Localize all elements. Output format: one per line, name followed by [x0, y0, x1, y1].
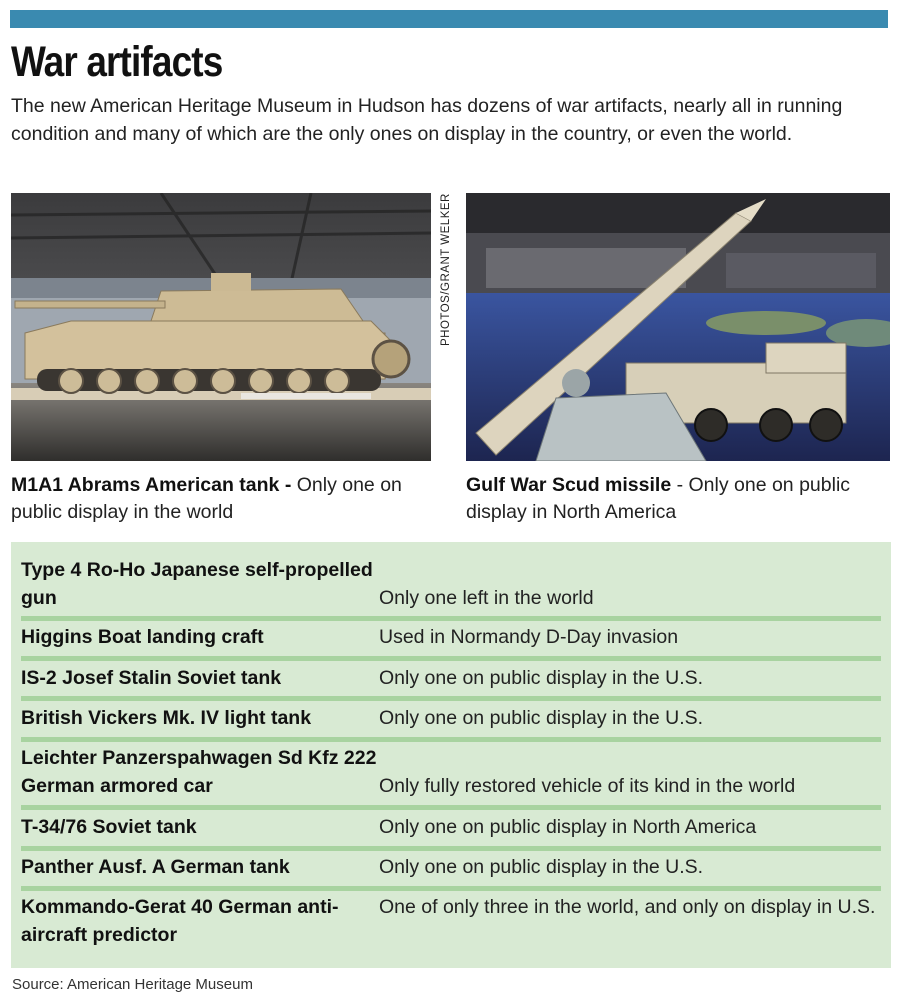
tank-caption-text: Only one on public display in the world	[11, 474, 402, 523]
artifact-description: Used in Normandy D-Day invasion	[379, 626, 679, 648]
artifact-description: Only fully restored vehicle of its kind in the world	[379, 775, 796, 797]
artifact-name: Kommando-Gerat 40 German anti-aircraft predictor	[21, 896, 339, 946]
artifact-name: Panther Ausf. A German tank	[21, 856, 290, 878]
row-divider	[21, 846, 881, 851]
intro-paragraph: The new American Heritage Museum in Hudson has dozens of war artifacts, nearly all in running condition and many of which are the only ones on display in the country, or even the world.	[11, 95, 843, 145]
artifacts-table	[11, 542, 891, 968]
page-title: War artifacts	[11, 38, 223, 86]
artifact-name: Higgins Boat landing craft	[21, 626, 264, 648]
table-row	[21, 813, 881, 841]
row-divider	[21, 886, 881, 891]
artifact-description: Only one left in the world	[379, 587, 594, 609]
missile-caption-title: Gulf War Scud missile	[466, 474, 672, 496]
table-row	[21, 744, 881, 800]
tank-caption	[11, 472, 431, 526]
artifact-name: IS-2 Josef Stalin Soviet tank	[21, 667, 282, 689]
table-row	[21, 556, 881, 612]
row-divider	[21, 696, 881, 701]
abrams-tank-photo	[11, 193, 431, 461]
table-row	[21, 664, 881, 692]
top-accent-bar	[10, 10, 888, 28]
scud-missile-photo	[466, 193, 890, 461]
table-row	[21, 623, 881, 651]
missile-caption-text: - Only one on public display in North America	[466, 474, 851, 523]
table-row	[21, 893, 881, 949]
artifact-name: T-34/76 Soviet tank	[21, 816, 197, 838]
artifact-description: Only one on public display in North America	[379, 816, 757, 838]
artifact-description: One of only three in the world, and only on display in U.S.	[379, 896, 876, 918]
table-row	[21, 853, 881, 881]
artifact-description: Only one on public display in the U.S.	[379, 707, 704, 729]
artifact-name: British Vickers Mk. IV light tank	[21, 707, 312, 729]
table-row	[21, 704, 881, 732]
row-divider	[21, 805, 881, 810]
artifact-name: Type 4 Ro-Ho Japanese self-propelled gun	[21, 559, 373, 609]
source-line: Source: American Heritage Museum	[12, 976, 253, 993]
artifact-description: Only one on public display in the U.S.	[379, 667, 704, 689]
row-divider	[21, 616, 881, 621]
missile-caption	[466, 472, 890, 526]
artifact-description: Only one on public display in the U.S.	[379, 856, 704, 878]
tank-caption-title: M1A1 Abrams American tank -	[11, 474, 292, 496]
photo-credit: PHOTOS/GRANT WELKER	[440, 193, 452, 346]
row-divider	[21, 737, 881, 742]
artifact-name: Leichter Panzerspahwagen Sd Kfz 222 German armored car	[21, 747, 377, 797]
row-divider	[21, 656, 881, 661]
